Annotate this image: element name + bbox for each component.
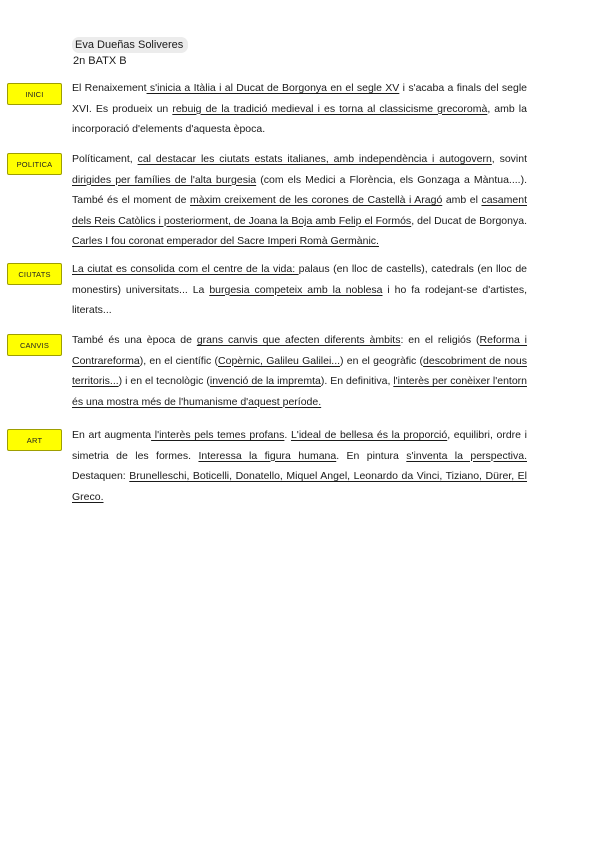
underlined-phrase: descobriment de nous territoris... <box>72 354 527 387</box>
section-paragraph-politica <box>72 149 527 252</box>
class-group: 2n BATX B <box>73 55 127 67</box>
text-run: En art augmenta <box>72 429 152 441</box>
section-paragraph-inici <box>72 78 527 140</box>
text-run: , del Ducat de Borgonya. <box>411 214 527 227</box>
underlined-phrase: invenció de la impremta <box>209 375 321 387</box>
underlined-phrase: Carles I fou coronat emperador del Sacre Imperi Romà Germànic. <box>72 235 379 247</box>
text-run: amb el <box>442 194 482 206</box>
underlined-phrase: L'ideal de bellesa és la proporció <box>290 429 448 441</box>
underlined-phrase: Interessa la figura humana <box>198 449 337 462</box>
section-paragraph-ciutats <box>72 259 527 321</box>
text-run: ) en el geogràfic ( <box>340 354 424 367</box>
underlined-phrase: Reforma i Contrareforma <box>72 334 528 367</box>
text-run: , amb la incorporació d'elements d'aquesta època. <box>72 102 527 135</box>
underlined-phrase: cal destacar les ciutats estats italianes, amb independència i autogovern <box>137 153 492 165</box>
underlined-phrase: dirigides per famílies de l'alta burgesia <box>72 173 257 186</box>
underlined-phrase: casament dels Reis Catòlics i posteriorment, de Joana la Boja amb Felip el Formós <box>72 194 527 227</box>
text-run: Políticament, <box>72 153 138 165</box>
section-paragraph-art <box>72 425 527 507</box>
section-label-art: ART <box>7 429 62 451</box>
text-run: i s'acaba a finals del segle XVI. Es produeix un <box>72 82 527 115</box>
underlined-phrase: l'interès pels temes profans <box>151 429 285 441</box>
text-run: , equilibri, ordre i simetria de les formes. <box>72 429 527 462</box>
text-run: . <box>284 429 291 441</box>
underlined-phrase: Copèrnic, Galileu Galilei... <box>218 354 341 367</box>
underlined-phrase: s'inicia a Itàlia i al Ducat de Borgonya en el segle XV <box>146 82 400 94</box>
text-run: i ho fa rodejant-se d'artistes, literats... <box>72 283 527 316</box>
text-run: ), en el científic ( <box>139 354 219 367</box>
section-label-politica: POLITICA <box>7 153 62 175</box>
text-run: (com els Medici a Florència, els Gonzaga a Màntua....). També és el moment de <box>72 173 527 206</box>
underlined-phrase: Brunelleschi, Boticelli, Donatello, Miquel Angel, Leonardo da Vinci, Tiziano, Dürer, El Greco. <box>72 470 528 503</box>
section-label-canvis: CANVIS <box>7 334 62 356</box>
underlined-phrase: grans canvis que afecten diferents àmbits <box>196 334 401 346</box>
document-header <box>72 37 188 68</box>
text-run: També és una època de <box>72 334 197 346</box>
text-run: : en el religiós ( <box>400 334 480 346</box>
text-run: ). En definitiva, <box>320 375 394 387</box>
underlined-phrase: s'inventa la perspectiva. <box>406 449 527 462</box>
underlined-phrase: burgesia competeix amb la noblesa <box>209 283 383 296</box>
section-label-ciutats: CIUTATS <box>7 263 62 285</box>
text-run: , sovint <box>491 153 527 165</box>
text-run: palaus (en lloc de castells), catedrals (en lloc de monestirs) universitats... La <box>72 263 528 296</box>
underlined-phrase: La ciutat es consolida com el centre de la vida: <box>72 263 299 275</box>
section-paragraph-canvis <box>72 330 527 412</box>
underlined-phrase: màxim creixement de les corones de Castellà i Aragó <box>190 194 443 206</box>
text-run: ) i en el tecnològic ( <box>118 375 210 387</box>
author-name: Eva Dueñas Soliveres <box>72 37 188 53</box>
text-run: El Renaixement <box>72 82 147 94</box>
text-run: . En pintura <box>336 449 407 462</box>
underlined-phrase: l'interès per conèixer l'entorn és una mostra més de l'humanisme d'aquest període. <box>72 375 527 408</box>
section-label-inici: INICI <box>7 83 62 105</box>
underlined-phrase: rebuig de la tradició medieval i es torna al classicisme grecoromà <box>172 102 488 115</box>
text-run: Destaquen: <box>72 470 130 482</box>
